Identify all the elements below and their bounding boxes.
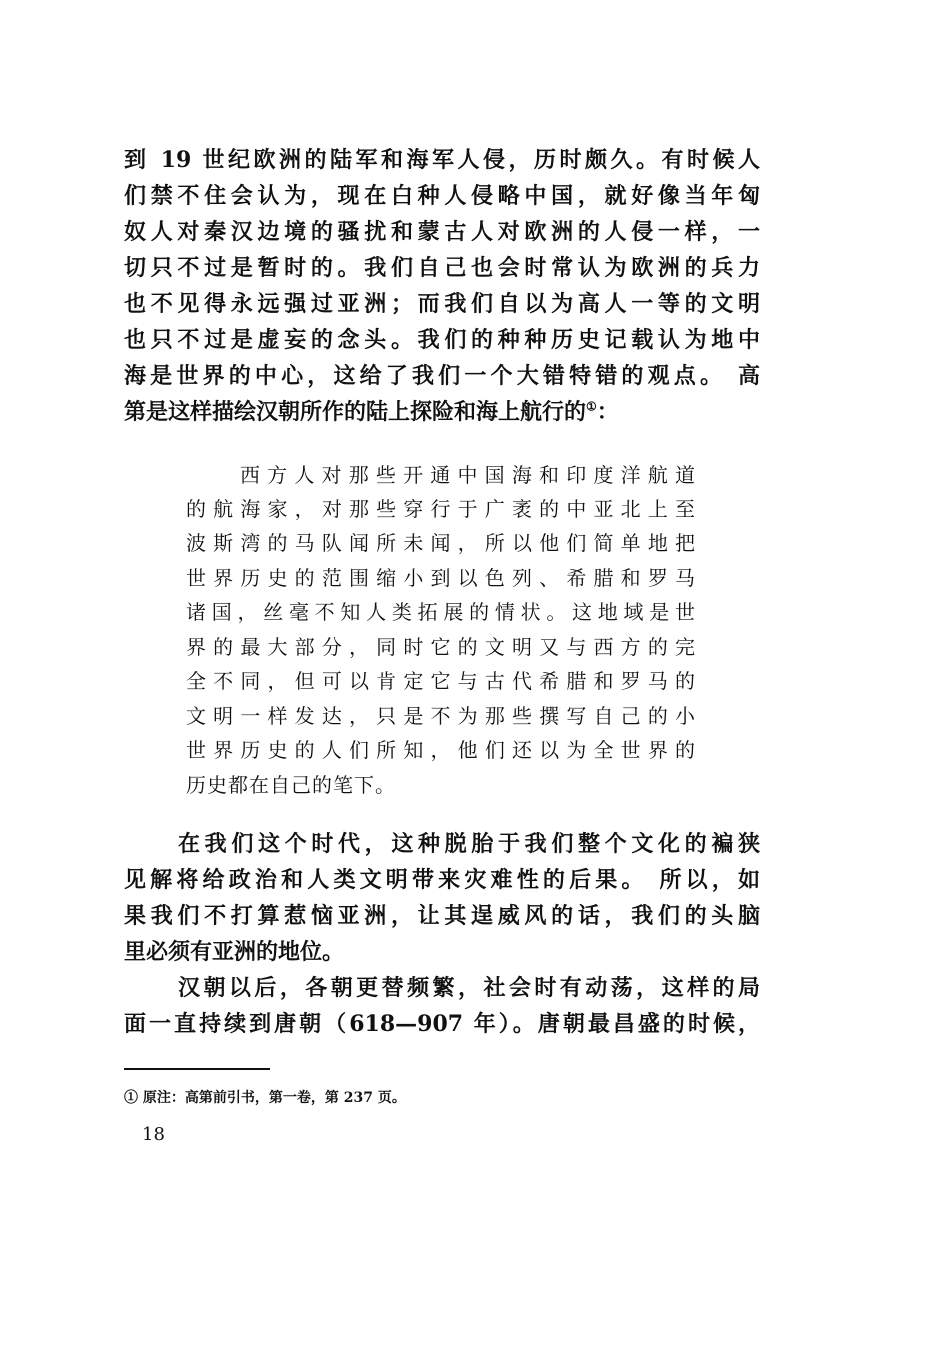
paragraph-line: 面一直持续到唐朝（618—907 年）。唐朝最昌盛的时候， xyxy=(124,1011,760,1037)
quote-line: 文明一样发达，只是不为那些撰写自己的小 xyxy=(186,704,696,728)
paragraph-line: 汉朝以后，各朝更替频繁，社会时有动荡，这样的局 xyxy=(178,975,760,1001)
paragraph-line: 里必须有亚洲的地位。 xyxy=(124,939,345,965)
paragraph-line-text: 第是这样描绘汉朝所作的陆上探险和海上航行的 xyxy=(124,399,587,425)
paragraph-line: 也只不过是虚妄的念头。我们的种种历史记载认为地中 xyxy=(124,327,760,353)
page-number: 18 xyxy=(142,1124,165,1145)
quote-line: 世界历史的人们所知，他们还以为全世界的 xyxy=(186,738,696,762)
paragraph-line: 海是世界的中心，这给了我们一个大错特错的观点。 高 xyxy=(124,363,760,389)
paragraph-line-colon: ： xyxy=(596,399,619,425)
quote-line: 界的最大部分，同时它的文明又与西方的完 xyxy=(186,635,696,659)
paragraph-line: 切只不过是暂时的。我们自己也会时常认为欧洲的兵力 xyxy=(124,255,760,281)
paragraph-line-with-footnote xyxy=(124,394,760,430)
quote-line: 全不同，但可以肯定它与古代希腊和罗马的 xyxy=(186,669,696,693)
paragraph-line: 也不见得永远强过亚洲；而我们自以为高人一等的文明 xyxy=(124,291,760,317)
paragraph-line: 在我们这个时代，这种脱胎于我们整个文化的褊狭 xyxy=(178,831,760,857)
quote-line: 历史都在自己的笔下。 xyxy=(186,773,396,797)
paragraph-line: 们禁不住会认为，现在白种人侵略中国，就好像当年匈 xyxy=(124,183,760,209)
paragraph-line: 果我们不打算惹恼亚洲，让其逞威风的话，我们的头脑 xyxy=(124,903,760,929)
paragraph-line: 到 19 世纪欧洲的陆军和海军人侵，历时颇久。有时候人 xyxy=(124,147,760,173)
quote-line: 诸国，丝毫不知人类拓展的情状。这地域是世 xyxy=(186,600,696,624)
footnote: ① 原注：高第前引书，第一卷，第 237 页。 xyxy=(124,1090,406,1106)
paragraph-line: 见解将给政治和人类文明带来灾难性的后果。 所以，如 xyxy=(124,867,760,893)
paragraph-line: 奴人对秦汉边境的骚扰和蒙古人对欧洲的人侵一样，一 xyxy=(124,219,760,245)
quote-line: 波斯湾的马队闻所未闻，所以他们简单地把 xyxy=(186,531,696,555)
footnote-divider xyxy=(124,1068,270,1070)
quote-line: 西方人对那些开通中国海和印度洋航道 xyxy=(240,463,696,487)
quote-line: 世界历史的范围缩小到以色列、希腊和罗马 xyxy=(186,566,696,590)
quote-line: 的航海家，对那些穿行于广袤的中亚北上至 xyxy=(186,497,696,521)
footnote-reference[interactable]: ① xyxy=(586,399,597,414)
